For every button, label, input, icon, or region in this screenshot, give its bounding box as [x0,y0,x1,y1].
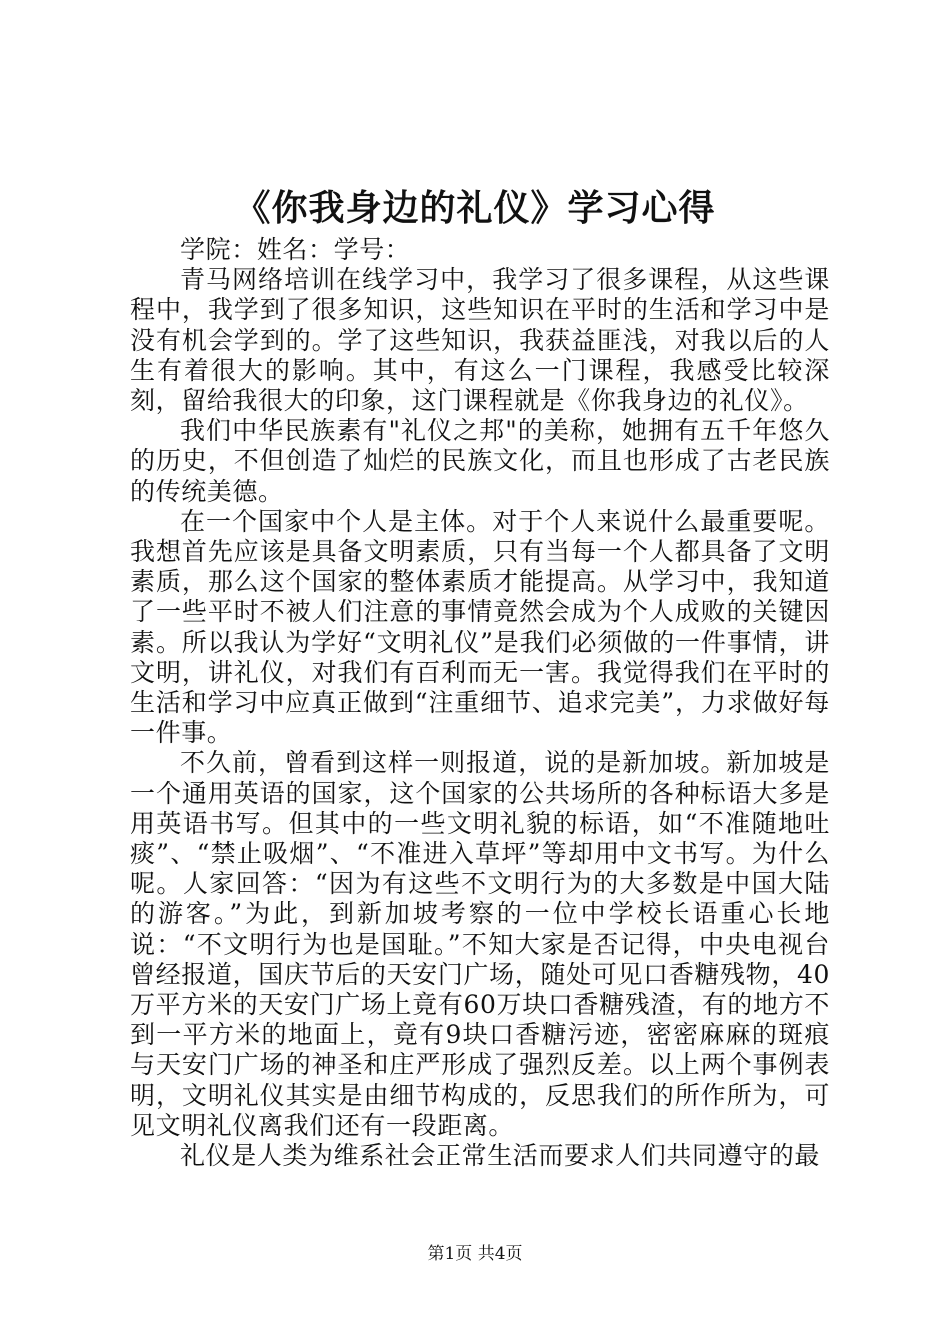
document-body [130,235,830,1171]
paragraph-4: 不久前，曾看到这样一则报道，说的是新加坡。新加坡是一个通用英语的国家，这个国家的公共场所的各种标语大多是用英语书写。但其中的一些文明礼貌的标语，如“不准随地吐痰”、“禁止吸烟”、“不准进入草坪”等却用中文书写。为什么呢。人家回答：“因为有这些不文明行为的大多数是中国大陆的游客。”为此，到新加坡考察的一位中学校长语重心长地说：“不文明行为也是国耻。”不知大家是否记得，中央电视台曾经报道，国庆节后的天安门广场，随处可见口香糖残物，40万平方米的天安门广场上竟有60万块口香糖残渣，有的地方不到一平方米的地面上，竟有9块口香糖污迹，密密麻麻的斑痕与天安门广场的神圣和庄严形成了强烈反差。以上两个事例表明，文明礼仪其实是由细节构成的，反思我们的所作所为，可见文明礼仪离我们还有一段距离。 [130,748,830,1140]
document-title: 《你我身边的礼仪》学习心得 [234,187,716,229]
page-footer: 第1页 共4页 [427,1244,523,1264]
paragraph-2: 我们中华民族素有"礼仪之邦"的美称，她拥有五千年悠久的历史，不但创造了灿烂的民族文化，而且也形成了古老民族的传统美德。 [130,416,830,506]
paragraph-1: 青马网络培训在线学习中，我学习了很多课程，从这些课程中，我学到了很多知识，这些知识在平时的生活和学习中是没有机会学到的。学了这些知识，我获益匪浅，对我以后的人生有着很大的影响。其中，有这么一门课程，我感受比较深刻，留给我很大的印象，这门课程就是《你我身边的礼仪》。 [130,265,830,416]
paragraph-5: 礼仪是人类为维系社会正常生活而要求人们共同遵守的最 [180,1141,821,1171]
paragraph-3: 在一个国家中个人是主体。对于个人来说什么最重要呢。我想首先应该是具备文明素质，只有当每一个人都具备了文明素质，那么这个国家的整体素质才能提高。从学习中，我知道了一些平时不被人们注意的事情竟然会成为个人成败的关键因素。所以我认为学好“文明礼仪”是我们必须做的一件事情，讲文明，讲礼仪，对我们有百利而无一害。我觉得我们在平时的生活和学习中应真正做到“注重细节、追求完美”，力求做好每一件事。 [130,506,830,748]
byline: 学院：姓名：学号： [180,235,411,264]
